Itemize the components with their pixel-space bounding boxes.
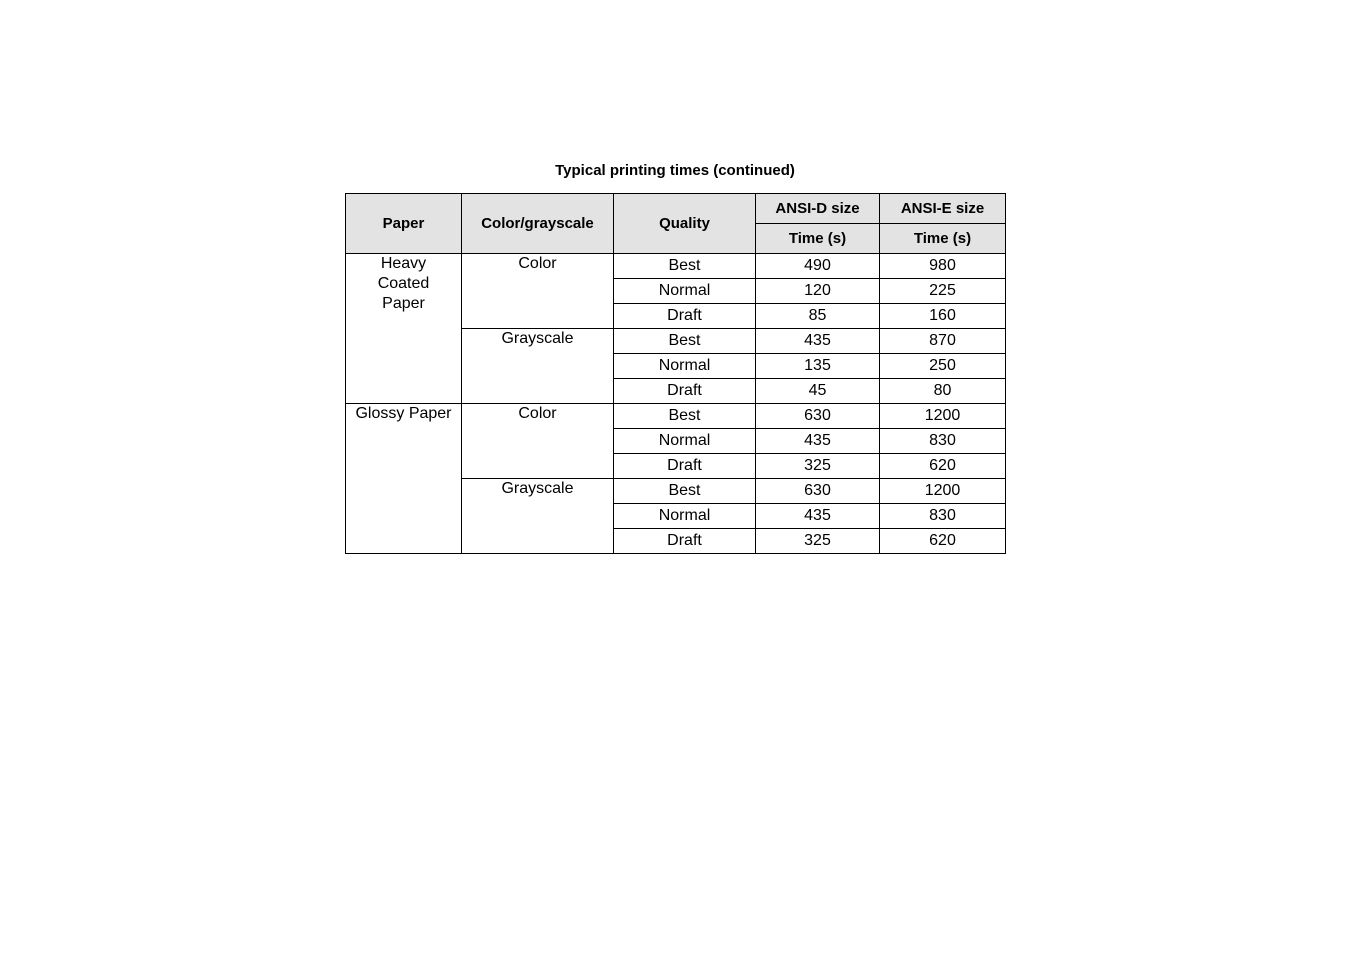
quality-cell: Normal (614, 354, 756, 379)
quality-cell: Normal (614, 429, 756, 454)
table-header (346, 194, 1006, 254)
paper-name: Heavy Coated Paper (377, 255, 430, 312)
ansi-e-time-cell: 1200 (880, 404, 1006, 429)
quality-cell: Normal (614, 279, 756, 304)
table-row (346, 404, 1006, 429)
ansi-d-time-cell: 120 (756, 279, 880, 304)
ansi-d-time-cell: 45 (756, 379, 880, 404)
ansi-d-time-cell: 85 (756, 304, 880, 329)
mode-cell: Grayscale (462, 479, 614, 554)
quality-cell: Draft (614, 529, 756, 554)
header-paper: Paper (346, 194, 462, 254)
quality-cell: Best (614, 479, 756, 504)
ansi-e-time-cell: 980 (880, 254, 1006, 279)
ansi-e-time-cell: 1200 (880, 479, 1006, 504)
mode-cell: Color (462, 254, 614, 329)
ansi-d-time-cell: 135 (756, 354, 880, 379)
ansi-e-time-cell: 250 (880, 354, 1006, 379)
quality-cell: Best (614, 329, 756, 354)
quality-cell: Best (614, 404, 756, 429)
header-ansi-d-time: Time (s) (756, 224, 880, 254)
ansi-d-time-cell: 490 (756, 254, 880, 279)
mode-cell: Color (462, 404, 614, 479)
ansi-d-time-cell: 630 (756, 479, 880, 504)
ansi-d-time-cell: 435 (756, 329, 880, 354)
ansi-e-time-cell: 620 (880, 529, 1006, 554)
table-body (346, 254, 1006, 554)
table-caption: Typical printing times (continued) (555, 162, 795, 179)
header-color-grayscale: Color/grayscale (462, 194, 614, 254)
header-ansi-d-size: ANSI-D size (756, 194, 880, 224)
printing-times-table (345, 193, 1006, 554)
table-row (346, 254, 1006, 279)
ansi-e-time-cell: 80 (880, 379, 1006, 404)
ansi-d-time-cell: 325 (756, 454, 880, 479)
ansi-e-time-cell: 830 (880, 429, 1006, 454)
ansi-d-time-cell: 630 (756, 404, 880, 429)
header-quality: Quality (614, 194, 756, 254)
paper-cell (346, 254, 462, 404)
quality-cell: Draft (614, 304, 756, 329)
ansi-d-time-cell: 435 (756, 504, 880, 529)
ansi-e-time-cell: 225 (880, 279, 1006, 304)
ansi-e-time-cell: 870 (880, 329, 1006, 354)
quality-cell: Draft (614, 379, 756, 404)
paper-cell (346, 404, 462, 554)
header-ansi-e-time: Time (s) (880, 224, 1006, 254)
ansi-d-time-cell: 435 (756, 429, 880, 454)
header-row (346, 194, 1006, 224)
quality-cell: Draft (614, 454, 756, 479)
paper-name: Glossy Paper (355, 405, 452, 422)
ansi-e-time-cell: 620 (880, 454, 1006, 479)
quality-cell: Normal (614, 504, 756, 529)
header-ansi-e-size: ANSI-E size (880, 194, 1006, 224)
ansi-d-time-cell: 325 (756, 529, 880, 554)
ansi-e-time-cell: 160 (880, 304, 1006, 329)
mode-cell: Grayscale (462, 329, 614, 404)
quality-cell: Best (614, 254, 756, 279)
ansi-e-time-cell: 830 (880, 504, 1006, 529)
